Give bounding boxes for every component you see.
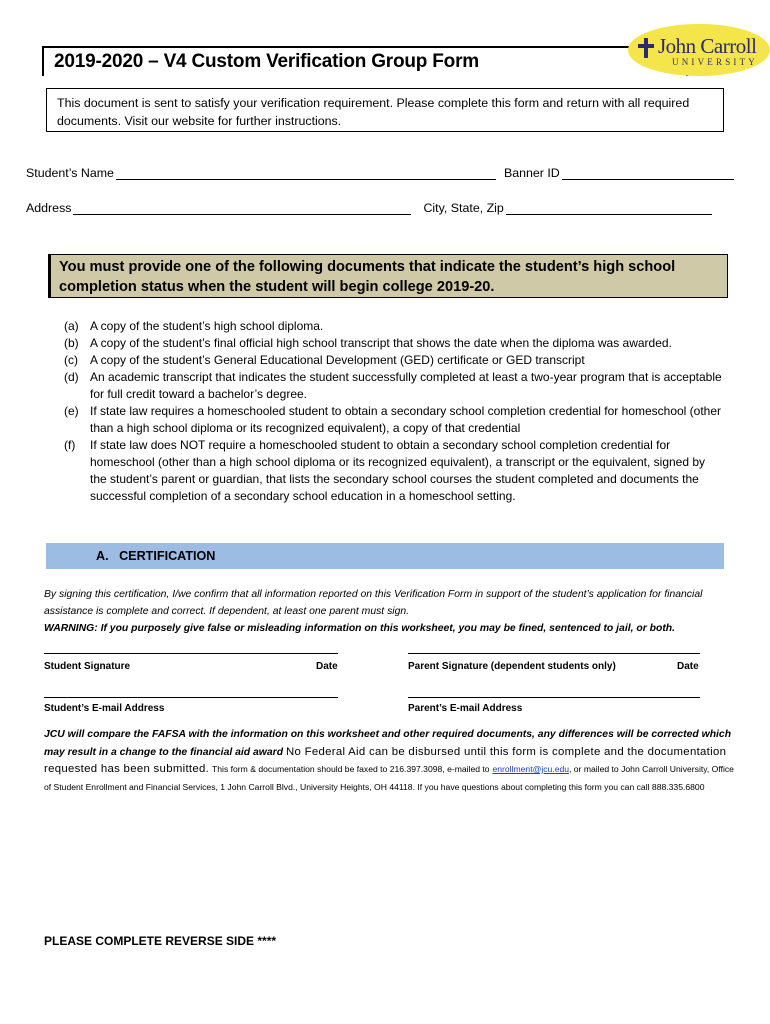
- student-name-label: Student’s Name: [26, 166, 114, 180]
- student-signature-line[interactable]: [44, 653, 338, 654]
- contact-text: This form & documentation should be faxed to 216.397.3098, e-mailed to: [212, 764, 490, 774]
- parent-signature-line[interactable]: [408, 653, 700, 654]
- student-name-field[interactable]: [116, 168, 496, 180]
- list-item: (b) A copy of the student’s final official high school transcript that shows the date when the diploma was awarded.: [64, 336, 672, 350]
- logo-name: John Carroll: [658, 34, 757, 58]
- address-field[interactable]: [73, 203, 411, 215]
- no-federal-aid-text: No Federal Aid can be disbursed until this form is complete and the documentation requested has been submitted.: [44, 745, 727, 775]
- list-item: (c) A copy of the student’s General Educational Development (GED) certificate or GED transcript: [64, 353, 585, 367]
- warning-text: WARNING: If you purposely give false or misleading information on this worksheet, you may be fined, sentenced to jail, or both.: [44, 623, 676, 634]
- form-title-text: 2019-2020 – V4 Custom Verification Group Form: [54, 51, 479, 72]
- list-item: (f) If state law does NOT require a homeschooled student to obtain a secondary school completion credential for homeschool (other than a high school diploma or its recognized equivalent), a transcript or the equivalent, signed by the student’s parent or guardian, that lists the secondary school courses the student completed and documents the successful completion of a secondary school education in a homeschool setting.: [64, 438, 706, 503]
- logo-subtitle: UNIVERSITY: [672, 57, 758, 67]
- reverse-side-note: PLEASE COMPLETE REVERSE SIDE ****: [44, 934, 277, 948]
- student-email-label: Student’s E-mail Address: [44, 703, 165, 714]
- date-label: Date: [316, 661, 338, 672]
- notice-box: [48, 254, 728, 298]
- student-email-line[interactable]: [44, 697, 338, 698]
- intro-box: [46, 88, 724, 132]
- list-item: (e) If state law requires a homeschooled student to obtain a secondary school completion credential for homeschool (other than a high school diploma or its recognized equivalent), a copy of that credential: [64, 404, 722, 435]
- cross-icon: [636, 37, 656, 59]
- enrollment-email-link[interactable]: enrollment@jcu.edu: [492, 764, 570, 774]
- student-name-row: [26, 166, 734, 180]
- certification-heading-text: A. CERTIFICATION: [96, 549, 216, 563]
- address-label: Address: [26, 201, 72, 215]
- intro-text: This document is sent to satisfy your verification requirement. Please complete this form and return with all required documents. Visit our website for further instructions.: [57, 96, 690, 128]
- certification-statement: By signing this certification, I/we confirm that all information reported on this Verification Form in support of the student’s application for financial assistance is complete and correct. If dependent, at least one parent must sign.: [44, 589, 703, 617]
- list-item: (d) An academic transcript that indicates the student successfully completed at least a two-year program that is acceptable for full credit toward a bachelor’s degree.: [64, 370, 722, 401]
- banner-id-label: Banner ID: [503, 166, 560, 180]
- notice-text: You must provide one of the following documents that indicate the student’s high school completion status when the student will begin college 2019-20.: [59, 259, 676, 295]
- parent-signature-label: Parent Signature (dependent students only): [408, 661, 616, 672]
- compare-bold-text: JCU will compare the FAFSA with the information on this worksheet and other required documents, any differences will be corrected which may result in a change to the financial aid award: [44, 729, 732, 758]
- student-signature-label: Student Signature: [44, 661, 131, 672]
- address-row: [26, 201, 712, 215]
- compare-paragraph: [44, 727, 734, 796]
- parent-email-line[interactable]: [408, 697, 700, 698]
- certification-heading: [46, 543, 724, 569]
- banner-id-field[interactable]: [562, 168, 734, 180]
- document-list: [64, 318, 724, 505]
- contact-text: , or mailed to John Carroll University, Office of Student Enrollment and Financial Services, 1 John Carroll Blvd., University Heights, OH 44118. If you have questions about completing this form you can call 888.335.6800: [44, 764, 734, 792]
- city-state-zip-label: City, State, Zip: [423, 201, 504, 215]
- certification-text: [44, 586, 734, 637]
- list-item: (a) A copy of the student’s high school diploma.: [64, 319, 324, 333]
- date-label: Date: [677, 661, 699, 672]
- parent-email-label: Parent’s E-mail Address: [408, 703, 523, 714]
- city-state-zip-field[interactable]: [506, 203, 712, 215]
- form-title: [42, 46, 688, 76]
- university-logo: [628, 24, 770, 76]
